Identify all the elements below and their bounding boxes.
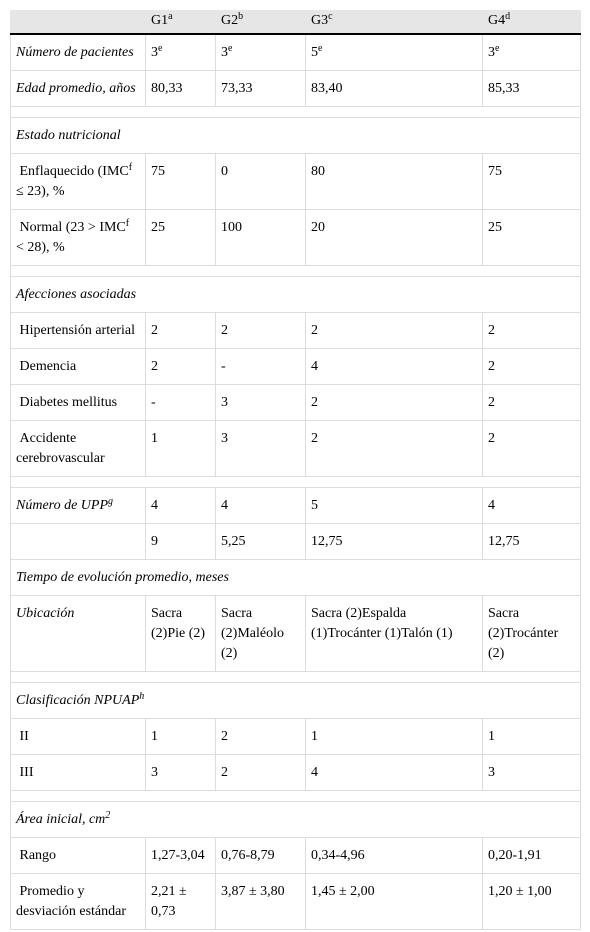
row-label: Demencia [11, 349, 146, 385]
cell-g4: 12,75 [483, 524, 581, 560]
cell-g2: 2 [216, 755, 306, 791]
header-g2: G2$^b$ [216, 10, 306, 34]
cell-g3: 4 [306, 349, 483, 385]
row-ubicacion [11, 596, 581, 672]
cell-g2: Sacra (2)Maléolo (2) [216, 596, 306, 672]
cell-g1: 4 [146, 488, 216, 524]
row-promedio [11, 874, 581, 930]
cell-g1: 3e [146, 34, 216, 71]
row-demencia [11, 349, 581, 385]
row-label: II [11, 719, 146, 755]
header-g1: G1$^a$ [146, 10, 216, 34]
row-ii [11, 719, 581, 755]
row-enflaquecido [11, 154, 581, 210]
cell-g4: 0,20-1,91 [483, 838, 581, 874]
cell-g1: 2 [146, 313, 216, 349]
row-hipertension [11, 313, 581, 349]
cell-g4: Sacra (2)Trocánter (2) [483, 596, 581, 672]
cell-g2: 5,25 [216, 524, 306, 560]
row-edad [11, 71, 581, 107]
row-tiempo-values [11, 524, 581, 560]
spacer-row [11, 266, 581, 277]
cell-g2: 0,76-8,79 [216, 838, 306, 874]
cell-g3: 83,40 [306, 71, 483, 107]
section-label: Clasificación NPUAP$^h$ [11, 683, 581, 719]
cell-g4: 3e [483, 34, 581, 71]
cell-g2: 0 [216, 154, 306, 210]
row-label: Ubicación [11, 596, 146, 672]
cell-g4: 2 [483, 421, 581, 477]
row-upp [11, 488, 581, 524]
header-empty [11, 10, 146, 34]
cell-g3: 0,34-4,96 [306, 838, 483, 874]
row-label: Normal $(23 > IMC^f < 28)$, % [11, 210, 146, 266]
row-pacientes [11, 34, 581, 71]
cell-g3: 2 [306, 313, 483, 349]
row-label: Edad promedio, años [11, 71, 146, 107]
cell-g4: 2 [483, 349, 581, 385]
cell-g2: 100 [216, 210, 306, 266]
spacer-row [11, 672, 581, 683]
cell-g2: 3 [216, 385, 306, 421]
section-area [11, 802, 581, 838]
cell-g3: 12,75 [306, 524, 483, 560]
row-diabetes [11, 385, 581, 421]
cell-g4: 75 [483, 154, 581, 210]
cell-g1: 1,27-3,04 [146, 838, 216, 874]
section-tiempo [11, 560, 581, 596]
cell-g3: 1 [306, 719, 483, 755]
cell-g1: 75 [146, 154, 216, 210]
cell-g3: 4 [306, 755, 483, 791]
row-label: Rango [11, 838, 146, 874]
cell-g4: 1,20 ± 1,00 [483, 874, 581, 930]
cell-g4: 3 [483, 755, 581, 791]
data-table [10, 10, 581, 930]
spacer-row [11, 107, 581, 118]
row-rango [11, 838, 581, 874]
row-label: Hipertensión arterial [11, 313, 146, 349]
row-label [11, 524, 146, 560]
row-label: Número de UPP$^g$ [11, 488, 146, 524]
header-g4: G4$^d$ [483, 10, 581, 34]
cell-g3: 2 [306, 421, 483, 477]
header-g3: G3$^c$ [306, 10, 483, 34]
cell-g2: 3,87 ± 3,80 [216, 874, 306, 930]
section-label: Tiempo de evolución promedio, meses [11, 560, 581, 596]
cell-g4: 4 [483, 488, 581, 524]
row-label: Enflaquecido $(IMC^f \le 23)$, % [11, 154, 146, 210]
cell-g1: 80,33 [146, 71, 216, 107]
cell-g1: 2,21 ± 0,73 [146, 874, 216, 930]
cell-g4: 25 [483, 210, 581, 266]
row-label: Número de pacientes [11, 34, 146, 71]
section-afecciones [11, 277, 581, 313]
cell-g1: - [146, 385, 216, 421]
row-label: Promedio y desviación estándar [11, 874, 146, 930]
row-label: Accidente cerebrovascular [11, 421, 146, 477]
spacer-row [11, 477, 581, 488]
row-normal [11, 210, 581, 266]
cell-g1: 25 [146, 210, 216, 266]
section-label: Área inicial, $cm^2$ [11, 802, 581, 838]
header-row [11, 10, 581, 34]
cell-g1: 1 [146, 719, 216, 755]
row-accidente [11, 421, 581, 477]
cell-g1: Sacra (2)Pie (2) [146, 596, 216, 672]
section-estado-nutricional [11, 118, 581, 154]
cell-g4: 2 [483, 313, 581, 349]
cell-g3: 5e [306, 34, 483, 71]
row-label: Diabetes mellitus [11, 385, 146, 421]
cell-g4: 1 [483, 719, 581, 755]
cell-g3: 5 [306, 488, 483, 524]
cell-g2: 3e [216, 34, 306, 71]
cell-g1: 2 [146, 349, 216, 385]
cell-g1: 9 [146, 524, 216, 560]
cell-g3: 20 [306, 210, 483, 266]
cell-g2: 4 [216, 488, 306, 524]
cell-g3: 80 [306, 154, 483, 210]
cell-g3: 2 [306, 385, 483, 421]
cell-g2: 2 [216, 719, 306, 755]
cell-g2: 73,33 [216, 71, 306, 107]
cell-g2: - [216, 349, 306, 385]
cell-g1: 1 [146, 421, 216, 477]
section-npuap [11, 683, 581, 719]
section-label: Afecciones asociadas [11, 277, 581, 313]
cell-g1: 3 [146, 755, 216, 791]
spacer-row [11, 791, 581, 802]
cell-g3: Sacra (2)Espalda (1)Trocánter (1)Talón (1) [306, 596, 483, 672]
cell-g3: 1,45 ± 2,00 [306, 874, 483, 930]
cell-g2: 2 [216, 313, 306, 349]
row-iii [11, 755, 581, 791]
row-label: III [11, 755, 146, 791]
cell-g2: 3 [216, 421, 306, 477]
cell-g4: 85,33 [483, 71, 581, 107]
cell-g4: 2 [483, 385, 581, 421]
section-label: Estado nutricional [11, 118, 581, 154]
